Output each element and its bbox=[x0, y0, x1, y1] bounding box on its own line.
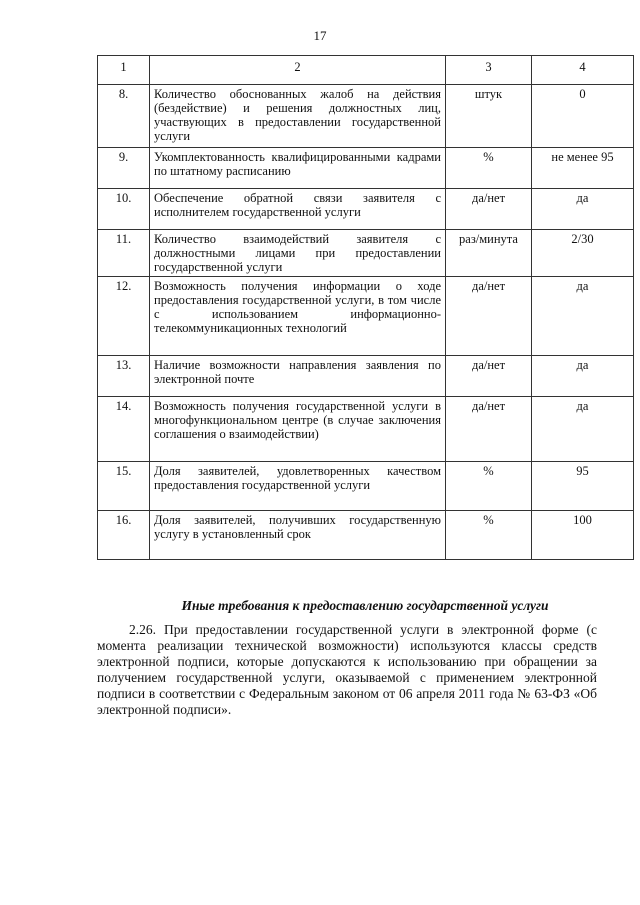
body-paragraph: 2.26. При предоставлении государственной услуги в электронной форме (с момента реализации технической возможности) используются классы средств электронной подписи, которые допускаются к использованию при обращении за получением государственной услуги, оказываемой с применением электронной подписи в соответствии с Федеральным законом от 06 апреля 2011 года № 63-ФЗ «Об электронной подписи». bbox=[97, 622, 597, 717]
table-row bbox=[98, 511, 634, 560]
indicator-name: Обеспечение обратной связи заявителя с исполнителем государственной услуги bbox=[150, 189, 446, 230]
indicator-unit: да/нет bbox=[446, 356, 532, 397]
section-heading: Иные требования к предоставлению государственной услуги bbox=[181, 598, 549, 613]
table-row bbox=[98, 462, 634, 511]
indicator-name: Доля заявителей, удовлетворенных качеством предоставления государственной услуги bbox=[150, 462, 446, 511]
column-header-1: 1 bbox=[98, 56, 150, 85]
column-header-2: 2 bbox=[150, 56, 446, 85]
indicator-unit: штук bbox=[446, 85, 532, 148]
indicator-unit: раз/минута bbox=[446, 230, 532, 277]
table-row bbox=[98, 397, 634, 462]
indicator-value: да bbox=[532, 277, 634, 356]
indicator-value: 100 bbox=[532, 511, 634, 560]
table-row bbox=[98, 277, 634, 356]
row-number: 14. bbox=[98, 397, 150, 462]
indicator-name: Количество взаимодействий заявителя с должностными лицами при предоставлении государственной услуги bbox=[150, 230, 446, 277]
column-header-4: 4 bbox=[532, 56, 634, 85]
indicator-value: да bbox=[532, 397, 634, 462]
indicator-name: Наличие возможности направления заявления по электронной почте bbox=[150, 356, 446, 397]
indicator-unit: да/нет bbox=[446, 189, 532, 230]
page-number: 17 bbox=[313, 28, 327, 43]
row-number: 9. bbox=[98, 148, 150, 189]
row-number: 15. bbox=[98, 462, 150, 511]
indicator-unit: да/нет bbox=[446, 397, 532, 462]
table-row bbox=[98, 230, 634, 277]
indicator-name: Количество обоснованных жалоб на действия (бездействие) и решения должностных лиц, участвующих в предоставлении государственной услуги bbox=[150, 85, 446, 148]
indicator-unit: % bbox=[446, 511, 532, 560]
indicator-name: Доля заявителей, получивших государственную услугу в установленный срок bbox=[150, 511, 446, 560]
row-number: 16. bbox=[98, 511, 150, 560]
table-row bbox=[98, 189, 634, 230]
table-row bbox=[98, 85, 634, 148]
table-row bbox=[98, 356, 634, 397]
row-number: 12. bbox=[98, 277, 150, 356]
indicator-unit: % bbox=[446, 148, 532, 189]
indicator-value: да bbox=[532, 189, 634, 230]
indicator-name: Возможность получения информации о ходе предоставления государственной услуги, в том числе с использованием информационно-телекоммуникационных технологий bbox=[150, 277, 446, 356]
row-number: 8. bbox=[98, 85, 150, 148]
table-row bbox=[98, 148, 634, 189]
indicator-value: 2/30 bbox=[532, 230, 634, 277]
indicator-unit: да/нет bbox=[446, 277, 532, 356]
row-number: 13. bbox=[98, 356, 150, 397]
indicator-value: не менее 95 bbox=[532, 148, 634, 189]
row-number: 11. bbox=[98, 230, 150, 277]
indicator-name: Укомплектованность квалифицированными кадрами по штатному расписанию bbox=[150, 148, 446, 189]
indicator-value: 0 bbox=[532, 85, 634, 148]
table-header-row bbox=[98, 56, 634, 85]
indicator-name: Возможность получения государственной услуги в многофункциональном центре (в случае заключения соглашения о взаимодействии) bbox=[150, 397, 446, 462]
indicators-table bbox=[97, 55, 634, 560]
row-number: 10. bbox=[98, 189, 150, 230]
indicator-unit: % bbox=[446, 462, 532, 511]
column-header-3: 3 bbox=[446, 56, 532, 85]
indicator-value: 95 bbox=[532, 462, 634, 511]
indicator-value: да bbox=[532, 356, 634, 397]
